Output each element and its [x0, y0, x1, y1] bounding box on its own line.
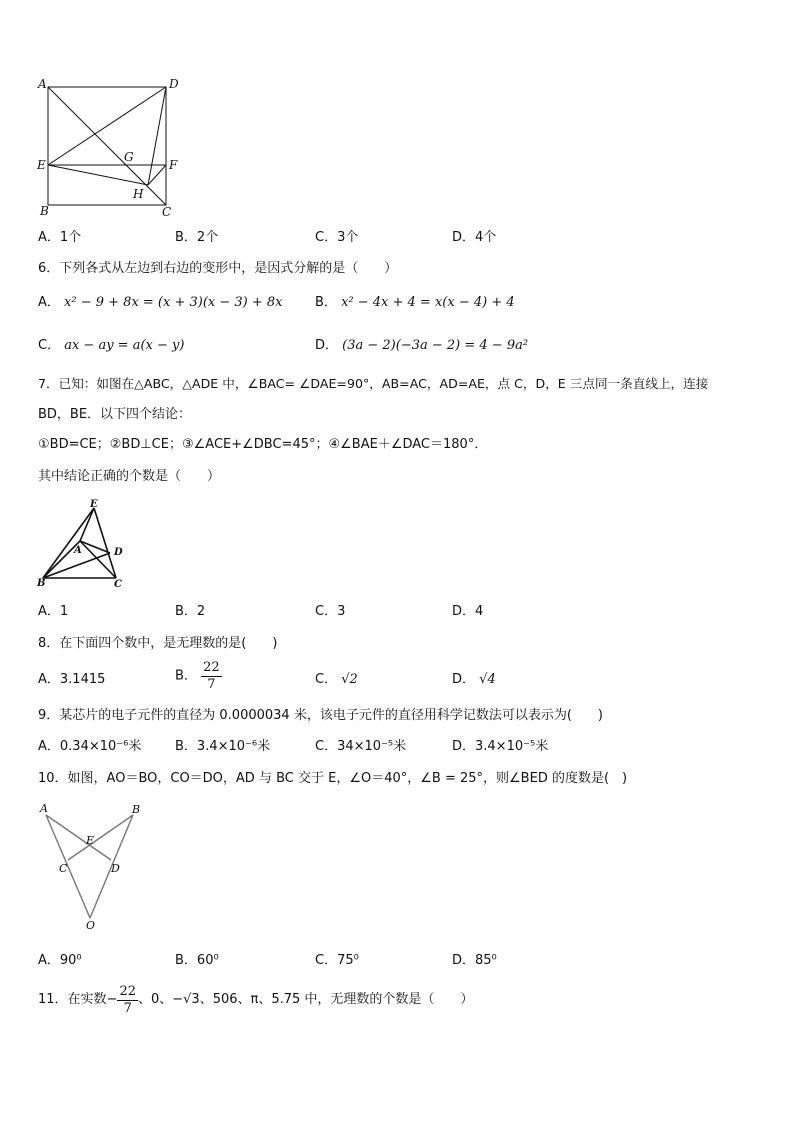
q7-stem-line1: 7．已知：如图在△ABC，△ADE 中，∠BAC= ∠DAE=90°，AB=AC，AD=AE，点 C，D，E 三点同一条直线上，连接	[38, 376, 709, 391]
q10-option-c: C．75⁰	[315, 953, 359, 968]
q5-option-d: D．4个	[452, 230, 497, 245]
q9-option-c: C．34×10⁻⁵米	[315, 739, 407, 754]
q9-stem: 9．某芯片的电子元件的直径为 0.0000034 米，该电子元件的直径用科学记数法可以表示为( )	[38, 708, 603, 723]
fig10-label-c: C	[59, 862, 68, 875]
q11-numerator: 22	[119, 983, 136, 999]
q7-option-d: D．4	[452, 604, 484, 619]
q8-option-d-label: D．	[452, 672, 476, 687]
q6-option-b-expr: x² − 4x + 4 = x(x − 4) + 4	[341, 295, 515, 310]
q6-option-d-label: D．	[315, 338, 339, 353]
q5-option-a: A．1个	[38, 230, 82, 245]
q8-b-numerator: 22	[203, 660, 220, 675]
fig10-label-o: O	[86, 919, 96, 932]
q7-stem-line4: 其中结论正确的个数是（ ）	[38, 469, 221, 484]
fig7-label-b: B	[37, 578, 46, 589]
q6-option-a-label: A．	[38, 295, 60, 310]
fig5-label-c: C	[162, 205, 172, 219]
fig7-label-a: A	[74, 545, 82, 556]
q9-option-a: A．0.34×10⁻⁶米	[38, 739, 142, 754]
q11-stem	[38, 980, 473, 1020]
q8-option-a: A．3.1415	[38, 672, 106, 687]
q11-fraction	[117, 984, 138, 1017]
q7-stem-line2: BD，BE．以下四个结论：	[38, 407, 192, 422]
q8-option-c-expr: √2	[341, 672, 358, 687]
q8-option-b-label: B．	[175, 668, 197, 684]
q6-stem: 6．下列各式从左边到右边的变形中，是因式分解的是（ ）	[38, 261, 398, 276]
fig7-label-e: E	[90, 499, 98, 510]
q11-stem-suffix: 、0、−√3、506、π、5.75 中，无理数的个数是（ ）	[137, 992, 474, 1007]
q6-option-b-label: B．	[315, 295, 337, 310]
q6-option-c-label: C．	[38, 338, 61, 353]
fig5-label-b: B	[40, 204, 49, 218]
fig5-label-f: F	[169, 158, 178, 172]
q9-option-d: D．3.4×10⁻⁵米	[452, 739, 549, 754]
q10-option-a: A．90⁰	[38, 953, 82, 968]
fig5-label-h: H	[133, 187, 144, 201]
q10-option-b: B．60⁰	[175, 953, 219, 968]
fig5-label-d: D	[169, 77, 179, 91]
q5-option-c: C．3个	[315, 230, 359, 245]
q7-option-a: A．1	[38, 604, 69, 619]
q7-option-b: B．2	[175, 604, 206, 619]
q9-option-b: B．3.4×10⁻⁶米	[175, 739, 271, 754]
q6-option-d-expr: (3a − 2)(−3a − 2) = 4 − 9a²	[342, 338, 529, 353]
fig7-label-c: C	[114, 579, 122, 590]
q8-option-d-expr: √4	[479, 672, 496, 687]
q11-denominator: 7	[123, 1000, 132, 1016]
q11-stem-prefix: 11．在实数−	[38, 992, 118, 1007]
fig10-label-d: D	[111, 862, 120, 875]
q10-stem: 10．如图，AO＝BO，CO＝DO，AD 与 BC 交于 E，∠O＝40°，∠B = 25°，则∠BED 的度数是( )	[38, 771, 628, 786]
fig5-label-g: G	[124, 150, 134, 164]
fig5-label-a: A	[38, 77, 47, 91]
q7-option-c: C．3	[315, 604, 346, 619]
q6-option-a-expr: x² − 9 + 8x = (x + 3)(x − 3) + 8x	[64, 295, 283, 310]
q8-option-c-label: C．	[315, 672, 338, 687]
q5-option-b: B．2个	[175, 230, 219, 245]
q8-b-denominator: 7	[207, 677, 216, 692]
fig5-label-e: E	[37, 158, 46, 172]
fig10-label-e: E	[86, 834, 95, 847]
fig10-label-b: B	[132, 803, 141, 816]
q10-option-d: D．85⁰	[452, 953, 497, 968]
q8-stem: 8．在下面四个数中，是无理数的是( )	[38, 636, 278, 651]
fig10-label-a: A	[40, 802, 48, 815]
fig7-label-d: D	[114, 547, 123, 558]
q6-option-c-expr: ax − ay = a(x − y)	[64, 338, 185, 353]
q7-stem-line3: ①BD=CE；②BD⊥CE；③∠ACE+∠DBC=45°；④∠BAE＋∠DAC＝180°．	[38, 437, 488, 452]
